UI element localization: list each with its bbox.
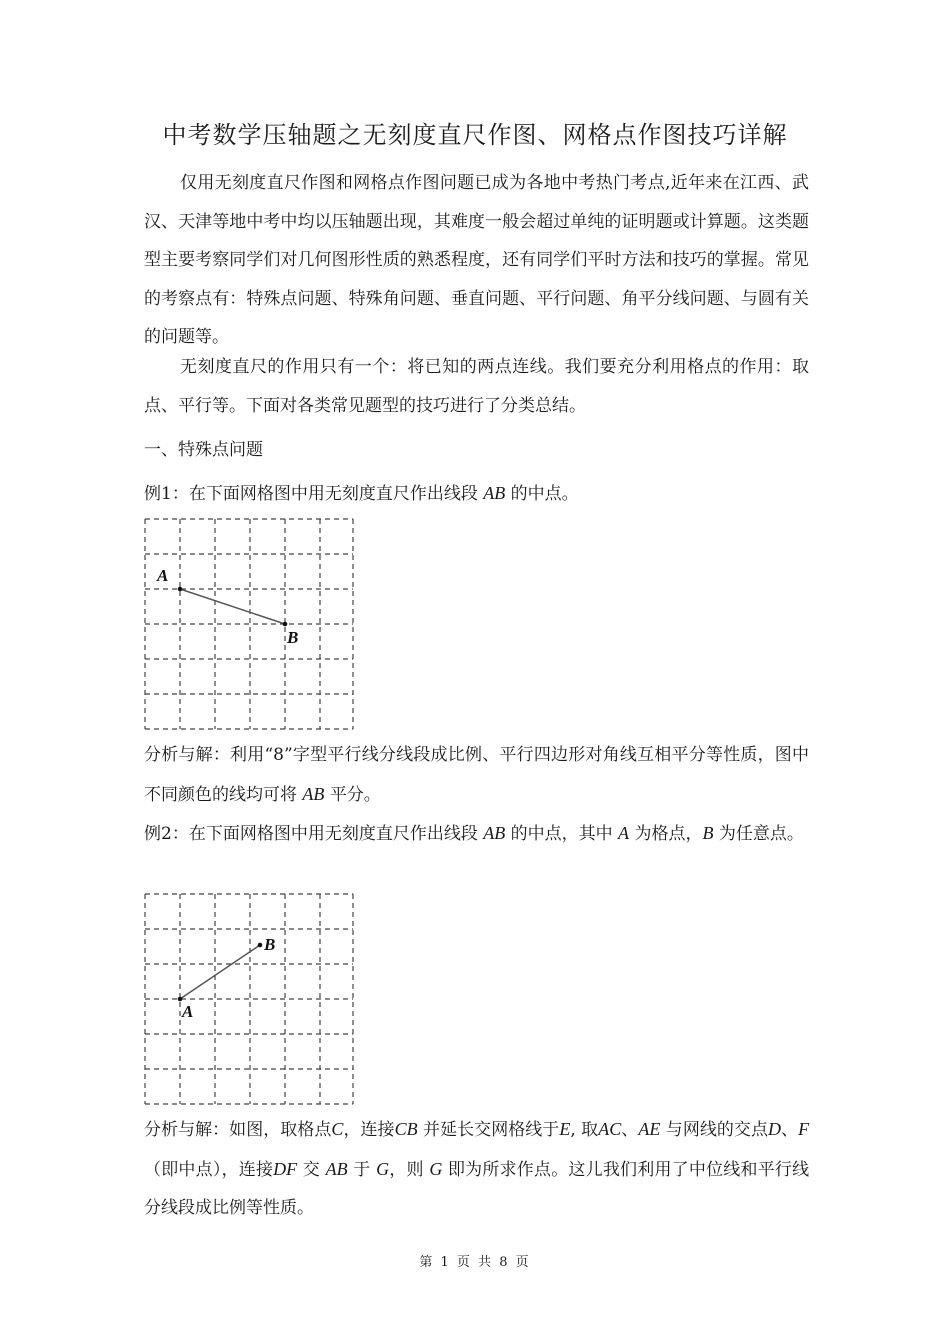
point-b xyxy=(283,622,288,627)
point-a xyxy=(178,997,183,1002)
example-1-statement: 例1：在下面网格图中用无刻度直尺作出线段 AB 的中点。 xyxy=(144,483,579,504)
analysis-2: 分析与解：如图，取格点C，连接CB 并延长交网格线于E, 取AC、AE 与网线的交点D、F（即中点），连接DF 交 AB 于 G，则 G 即为所求作点。这儿我们利用了中位线和平行线分线段成比例等性质。 xyxy=(144,1119,810,1218)
point-a-label: A xyxy=(182,1002,194,1021)
intro-paragraph-1: 仅用无刻度直尺作图和网格点作图问题已成为各地中考热门考点,近年来在江西、武汉、天津等地中考中均以压轴题出现，其难度一般会超过单纯的证明题或计算题。这类题型主要考察同学们对几何图形性质的熟悉程度，还有同学们平时方法和技巧的掌握。常见的考察点有：特殊点问题、特殊角问题、垂直问题、平行问题、角平分线问题、与圆有关的问题等。 xyxy=(144,173,809,347)
page-footer: 第 1 页 共 8 页 xyxy=(419,1255,531,1270)
point-b xyxy=(258,943,263,948)
point-a-label: A xyxy=(157,566,169,585)
grid-figure-2 xyxy=(144,893,356,1107)
intro-paragraph-2: 无刻度直尺的作用只有一个：将已知的两点连线。我们要充分利用格点的作用：取点、平行等。下面对各类常见题型的技巧进行了分类总结。 xyxy=(144,357,809,416)
grid-figure-1 xyxy=(144,518,356,732)
example-2-statement: 例2：在下面网格图中用无刻度直尺作出线段 AB 的中点，其中 A 为格点，B 为任意点。 xyxy=(144,823,804,844)
point-a xyxy=(178,587,183,592)
segment-ab xyxy=(180,589,285,624)
point-b-label: B xyxy=(287,628,299,647)
analysis-1: 分析与解：利用“8”字型平行线分线段成比例、平行四边形对角线互相平分等性质，图中不同颜色的线均可将 AB 平分。 xyxy=(144,745,809,805)
section-heading: 一、特殊点问题 xyxy=(144,440,263,460)
segment-ab xyxy=(180,945,260,999)
page-title: 中考数学压轴题之无刻度直尺作图、网格点作图技巧详解 xyxy=(162,121,788,149)
point-b-label: B xyxy=(264,935,276,954)
